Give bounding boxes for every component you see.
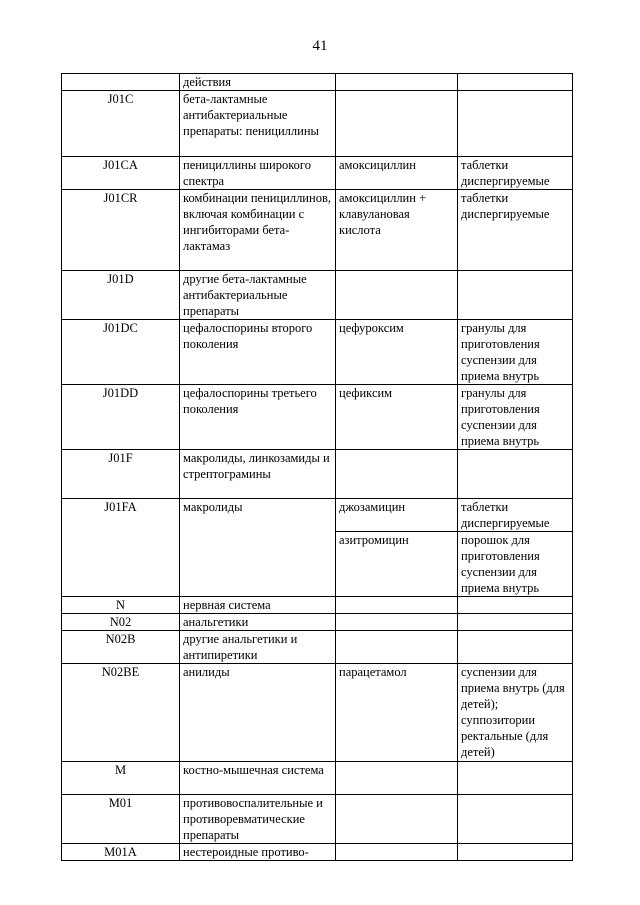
atc-code-cell: M bbox=[62, 762, 180, 795]
table-row bbox=[62, 190, 573, 271]
drug-cell bbox=[336, 91, 458, 157]
atc-code-cell: N02B bbox=[62, 631, 180, 664]
page-number: 41 bbox=[312, 38, 328, 54]
group-cell: бета-лактамные антибактериальные препараты: пенициллины bbox=[180, 91, 336, 157]
drug-cell bbox=[336, 795, 458, 844]
atc-code-cell: J01CR bbox=[62, 190, 180, 271]
drug-cell bbox=[336, 844, 458, 861]
dosage-form-cell: гранулы для приготовления суспензии для приема внутрь bbox=[458, 320, 573, 385]
dosage-form-cell bbox=[458, 795, 573, 844]
drug-cell: джозамицин bbox=[336, 499, 458, 532]
group-cell: макролиды, линкозамиды и стрептограмины bbox=[180, 450, 336, 499]
dosage-form-cell bbox=[458, 450, 573, 499]
table-row bbox=[62, 320, 573, 385]
atc-code-cell: J01DD bbox=[62, 385, 180, 450]
group-cell: нестероидные противо- bbox=[180, 844, 336, 861]
table-row bbox=[62, 631, 573, 664]
drug-cell: азитромицин bbox=[336, 532, 458, 597]
atc-code-cell: J01DC bbox=[62, 320, 180, 385]
atc-code-cell: J01C bbox=[62, 91, 180, 157]
table-row bbox=[62, 844, 573, 861]
table-row bbox=[62, 795, 573, 844]
group-cell: анилиды bbox=[180, 664, 336, 762]
dosage-form-cell: гранулы для приготовления суспензии для приема внутрь bbox=[458, 385, 573, 450]
drug-cell bbox=[336, 271, 458, 320]
group-cell: нервная система bbox=[180, 597, 336, 614]
atc-code-cell: N bbox=[62, 597, 180, 614]
drug-cell bbox=[336, 614, 458, 631]
dosage-form-cell: таблетки диспергируемые bbox=[458, 499, 573, 532]
dosage-form-cell bbox=[458, 762, 573, 795]
group-cell: пенициллины широкого спектра bbox=[180, 157, 336, 190]
atc-code-cell: J01CA bbox=[62, 157, 180, 190]
drug-cell bbox=[336, 762, 458, 795]
atc-code-cell: M01A bbox=[62, 844, 180, 861]
group-cell: костно-мышечная система bbox=[180, 762, 336, 795]
group-cell: комбинации пенициллинов, включая комбинации с ингибиторами бета-лактамаз bbox=[180, 190, 336, 271]
group-cell: противовоспалительные и противоревматические препараты bbox=[180, 795, 336, 844]
table-row bbox=[62, 271, 573, 320]
dosage-form-cell: таблетки диспергируемые bbox=[458, 190, 573, 271]
dosage-form-cell bbox=[458, 271, 573, 320]
table-row bbox=[62, 157, 573, 190]
table-row bbox=[62, 597, 573, 614]
table-row bbox=[62, 499, 573, 532]
table-row bbox=[62, 664, 573, 762]
group-cell: цефалоспорины третьего поколения bbox=[180, 385, 336, 450]
drug-cell: амоксициллин + клавулановая кислота bbox=[336, 190, 458, 271]
group-cell: цефалоспорины второго поколения bbox=[180, 320, 336, 385]
table-row bbox=[62, 614, 573, 631]
drug-cell: амоксициллин bbox=[336, 157, 458, 190]
group-cell: действия bbox=[180, 74, 336, 91]
dosage-form-cell: суспензии для приема внутрь (для детей); суппозитории ректальные (для детей) bbox=[458, 664, 573, 762]
drug-cell bbox=[336, 631, 458, 664]
table-row bbox=[62, 385, 573, 450]
table-row bbox=[62, 74, 573, 91]
table-row bbox=[62, 762, 573, 795]
drug-classification-table bbox=[61, 73, 573, 861]
atc-code-cell: M01 bbox=[62, 795, 180, 844]
group-cell: анальгетики bbox=[180, 614, 336, 631]
atc-code-cell bbox=[62, 74, 180, 91]
drug-cell bbox=[336, 74, 458, 91]
group-cell: макролиды bbox=[180, 499, 336, 597]
group-cell: другие анальгетики и антипиретики bbox=[180, 631, 336, 664]
dosage-form-cell: таблетки диспергируемые bbox=[458, 157, 573, 190]
dosage-form-cell bbox=[458, 91, 573, 157]
atc-code-cell: J01D bbox=[62, 271, 180, 320]
drug-cell: парацетамол bbox=[336, 664, 458, 762]
dosage-form-cell bbox=[458, 597, 573, 614]
group-cell: другие бета-лактамные антибактериальные препараты bbox=[180, 271, 336, 320]
drug-cell bbox=[336, 597, 458, 614]
drug-cell: цефиксим bbox=[336, 385, 458, 450]
dosage-form-cell bbox=[458, 844, 573, 861]
atc-code-cell: J01F bbox=[62, 450, 180, 499]
dosage-form-cell: порошок для приготовления суспензии для приема внутрь bbox=[458, 532, 573, 597]
drug-cell bbox=[336, 450, 458, 499]
drug-cell: цефуроксим bbox=[336, 320, 458, 385]
dosage-form-cell bbox=[458, 614, 573, 631]
dosage-form-cell bbox=[458, 631, 573, 664]
table-row bbox=[62, 450, 573, 499]
table-row bbox=[62, 91, 573, 157]
atc-code-cell: J01FA bbox=[62, 499, 180, 597]
atc-code-cell: N02 bbox=[62, 614, 180, 631]
atc-code-cell: N02BE bbox=[62, 664, 180, 762]
dosage-form-cell bbox=[458, 74, 573, 91]
